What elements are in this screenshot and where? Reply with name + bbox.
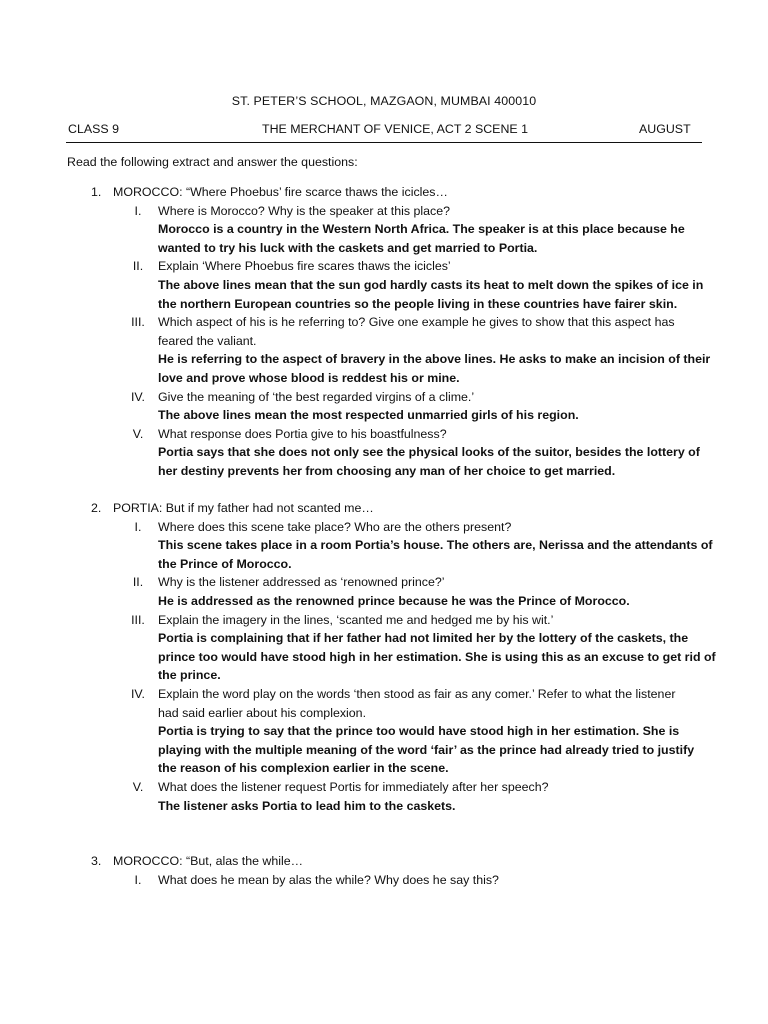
sub-question-text: Where does this scene take place? Who are the others present? bbox=[158, 519, 512, 534]
sub-question bbox=[0, 388, 768, 425]
sub-question-line bbox=[0, 573, 768, 592]
header-divider bbox=[66, 142, 702, 143]
answer-text: the prince. bbox=[158, 668, 221, 683]
question-extract: PORTIA: But if my father had not scanted me… bbox=[113, 501, 374, 516]
answer-text: her destiny prevents her from choosing any man of her choice to get married. bbox=[158, 463, 616, 478]
answer-line bbox=[0, 648, 768, 667]
answer-text: prince too would have stood high in her estimation. She is using this as an excuse to get rid of bbox=[158, 649, 716, 664]
question-block bbox=[0, 499, 768, 815]
answer-text: He is referring to the aspect of bravery in the above lines. He asks to make an incision of their bbox=[158, 352, 711, 367]
sub-question-number: V. bbox=[132, 780, 144, 794]
sub-question-text: Why is the listener addressed as ‘renowned prince?’ bbox=[158, 575, 445, 590]
question-list bbox=[0, 183, 768, 889]
answer-text: The above lines mean that the sun god hardly casts its heat to melt down the spikes of ice in bbox=[158, 277, 704, 292]
sub-question-line bbox=[0, 778, 768, 797]
sub-question-line bbox=[0, 685, 768, 704]
sub-question-number: V. bbox=[132, 426, 144, 441]
answer-text: The listener asks Portia to lead him to the caskets. bbox=[158, 798, 456, 813]
sub-question-text: What response does Portia give to his boastfulness? bbox=[158, 426, 447, 441]
answer-line bbox=[0, 555, 768, 574]
answer-line bbox=[0, 369, 768, 388]
answer-text: Portia is trying to say that the prince too would have stood high in her estimation. She is bbox=[158, 724, 680, 739]
sub-question-line bbox=[0, 388, 768, 407]
sub-question bbox=[0, 871, 768, 890]
sub-question bbox=[0, 425, 768, 481]
answer-line bbox=[0, 592, 768, 611]
sub-question bbox=[0, 611, 768, 685]
section-gap bbox=[0, 481, 768, 500]
sub-question bbox=[0, 257, 768, 313]
answer-line bbox=[0, 276, 768, 295]
question-line bbox=[0, 852, 768, 871]
month-label: AUGUST bbox=[639, 122, 691, 136]
sub-question-line bbox=[0, 257, 768, 276]
sub-question-number: II. bbox=[132, 259, 144, 274]
sub-question-text: Which aspect of his is he referring to? Give one example he gives to show that this aspect has bbox=[158, 315, 675, 330]
sub-question-number: I. bbox=[134, 519, 142, 534]
sub-question-text: What does he mean by alas the while? Why does he say this? bbox=[158, 872, 499, 887]
sub-question bbox=[0, 778, 768, 815]
sub-question-line bbox=[0, 425, 768, 444]
section-gap bbox=[0, 815, 768, 852]
sub-question-line bbox=[0, 704, 768, 723]
sub-question bbox=[0, 518, 768, 574]
sub-question-text: had said earlier about his complexion. bbox=[158, 705, 367, 720]
sub-question-number: IV. bbox=[130, 389, 145, 404]
sub-question bbox=[0, 573, 768, 610]
answer-line bbox=[0, 220, 768, 239]
sub-question-text: Give the meaning of ‘the best regarded virgins of a clime.’ bbox=[158, 389, 475, 404]
answer-line bbox=[0, 350, 768, 369]
sub-question bbox=[0, 685, 768, 778]
answer-text: love and prove whose blood is reddest his or mine. bbox=[158, 370, 460, 385]
sub-question-line bbox=[0, 611, 768, 630]
answer-line bbox=[0, 629, 768, 648]
sub-question-number: III. bbox=[131, 315, 145, 330]
answer-text: the reason of his complexion earlier in the scene. bbox=[158, 761, 449, 776]
sub-question-text: What does the listener request Portis for immediately after her speech? bbox=[158, 780, 549, 794]
sub-question-text: Explain ‘Where Phoebus fire scares thaws the icicles’ bbox=[158, 259, 451, 274]
sub-question-text: Where is Morocco? Why is the speaker at this place? bbox=[158, 203, 450, 218]
sub-question-number: II. bbox=[132, 575, 144, 590]
answer-line bbox=[0, 406, 768, 425]
answer-line bbox=[0, 759, 768, 778]
question-line bbox=[0, 499, 768, 518]
answer-text: The above lines mean the most respected unmarried girls of his region. bbox=[158, 408, 579, 423]
sub-question-number: IV. bbox=[130, 687, 145, 702]
question-number: 2. bbox=[91, 501, 102, 516]
sub-question-line bbox=[0, 202, 768, 221]
answer-line bbox=[0, 797, 768, 816]
answer-line bbox=[0, 666, 768, 685]
question-extract: MOROCCO: “Where Phoebus’ fire scarce thaws the icicles… bbox=[113, 185, 448, 199]
answer-text: wanted to try his luck with the caskets and get married to Portia. bbox=[158, 240, 538, 255]
class-label: CLASS 9 bbox=[68, 122, 119, 136]
instruction-text: Read the following extract and answer the questions: bbox=[67, 155, 358, 169]
sub-question-number: III. bbox=[131, 612, 145, 627]
sub-question-number: I. bbox=[134, 872, 142, 887]
answer-line bbox=[0, 741, 768, 760]
answer-text: Portia is complaining that if her father had not limited her by the lottery of the caskets, the bbox=[158, 631, 689, 646]
answer-line bbox=[0, 536, 768, 555]
sub-question-text: feared the valiant. bbox=[158, 333, 257, 348]
sub-question-number: I. bbox=[134, 203, 142, 218]
sub-question-text: Explain the imagery in the lines, ‘scanted me and hedged me by his wit.’ bbox=[158, 612, 554, 627]
answer-text: Portia says that she does not only see the physical looks of the suitor, besides the lottery of bbox=[158, 445, 700, 460]
answer-line bbox=[0, 443, 768, 462]
school-name: ST. PETER’S SCHOOL, MAZGAON, MUMBAI 400010 bbox=[231, 94, 537, 108]
sub-question-line bbox=[0, 871, 768, 890]
question-block bbox=[0, 852, 768, 889]
answer-text: the northern European countries so the people living in these countries have fairer skin. bbox=[158, 296, 678, 311]
question-block bbox=[0, 183, 768, 481]
answer-line bbox=[0, 239, 768, 258]
answer-text: This scene takes place in a room Portia’s house. The others are, Nerissa and the attendants of bbox=[158, 538, 713, 553]
question-number: 3. bbox=[91, 854, 102, 869]
answer-line bbox=[0, 462, 768, 481]
answer-text: Morocco is a country in the Western North Africa. The speaker is at this place because he bbox=[158, 222, 685, 237]
document-title: THE MERCHANT OF VENICE, ACT 2 SCENE 1 bbox=[262, 122, 528, 136]
sub-question-line bbox=[0, 313, 768, 332]
sub-question bbox=[0, 202, 768, 258]
sub-question bbox=[0, 313, 768, 387]
answer-text: playing with the multiple meaning of the word ‘fair’ as the prince had already tried to justify bbox=[158, 742, 695, 757]
sub-question-line bbox=[0, 332, 768, 351]
question-line bbox=[0, 183, 768, 202]
answer-line bbox=[0, 295, 768, 314]
question-number: 1. bbox=[91, 185, 102, 199]
answer-text: the Prince of Morocco. bbox=[158, 556, 292, 571]
sub-question-line bbox=[0, 518, 768, 537]
question-extract: MOROCCO: “But, alas the while… bbox=[113, 854, 304, 869]
answer-text: He is addressed as the renowned prince because he was the Prince of Morocco. bbox=[158, 594, 630, 609]
answer-line bbox=[0, 722, 768, 741]
sub-question-text: Explain the word play on the words ‘then stood as fair as any comer.’ Refer to what the listener bbox=[158, 687, 676, 702]
